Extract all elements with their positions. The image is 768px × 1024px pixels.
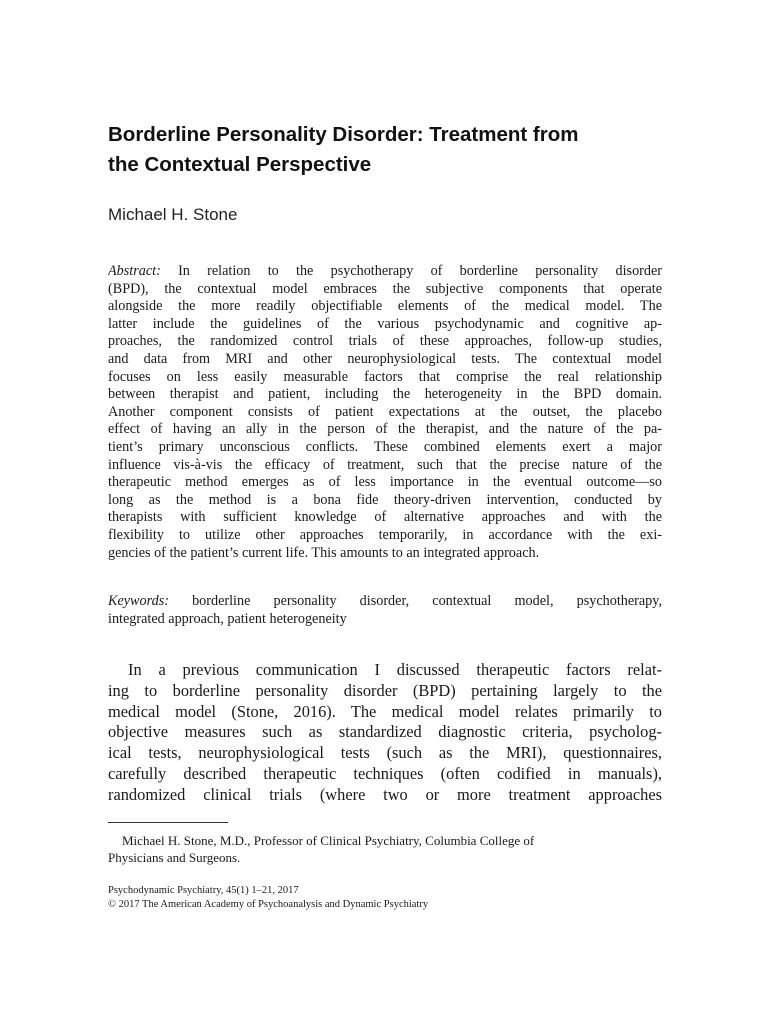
abstract-line: proaches, the randomized control trials of these approaches, follow-up studies, (108, 333, 662, 350)
body-line: randomized clinical trials (where two or more treatment approaches (108, 784, 662, 804)
abstract-line: long as the method is a bona fide theory-driven intervention, conducted by (108, 491, 662, 508)
abstract-line: Abstract: In relation to the psychotherapy of borderline personality disorder (108, 263, 662, 279)
body-line: In a previous communication I discussed therapeutic factors relat- (128, 660, 662, 679)
abstract-line: Another component consists of patient expectations at the outset, the placebo (108, 403, 662, 420)
title-line: Borderline Personality Disorder: Treatment from (108, 123, 579, 146)
keywords-line: Keywords: borderline personality disorder, contextual model, psychotherapy, (108, 593, 662, 609)
body-line: ing to borderline personality disorder (BPD) pertaining largely to the (108, 680, 662, 700)
keywords-line: integrated approach, patient heterogeneity (108, 610, 347, 627)
journal-info (108, 884, 662, 911)
journal-citation: Psychodynamic Psychiatry, 45(1) 1–21, 2017 (108, 885, 299, 896)
abstract (108, 263, 662, 562)
abstract-line: latter include the guidelines of the various psychodynamic and cognitive ap- (108, 315, 662, 332)
author-footnote (108, 832, 662, 866)
article-title (108, 120, 662, 180)
body-line: objective measures such as standardized diagnostic criteria, psycholog- (108, 722, 662, 742)
abstract-line: between therapist and patient, including the heterogeneity in the BPD domain. (108, 386, 662, 403)
abstract-line: effect of having an ally in the person of the therapist, and the nature of the pa- (108, 421, 662, 438)
abstract-line: therapists with sufficient knowledge of alternative approaches and with the (108, 509, 662, 526)
keywords (108, 593, 662, 628)
keywords-label: Keywords: (108, 593, 169, 609)
author-name: Michael H. Stone (108, 205, 238, 224)
footnote-divider (108, 822, 228, 823)
body-paragraph (108, 660, 662, 806)
title-line: the Contextual Perspective (108, 153, 372, 176)
abstract-line: alongside the more readily objectifiable elements of the medical model. The (108, 298, 662, 315)
abstract-line: flexibility to utilize other approaches temporarily, in accordance with the exi- (108, 526, 662, 543)
abstract-line: (BPD), the contextual model embraces the subjective components that operate (108, 280, 662, 297)
footnote-line: Physicians and Surgeons. (108, 850, 241, 865)
body-line: medical model (Stone, 2016). The medical model relates primarily to (108, 701, 662, 721)
journal-copyright: © 2017 The American Academy of Psychoanalysis and Dynamic Psychiatry (108, 898, 429, 910)
body-line: ical tests, neurophysiological tests (such as the MRI), questionnaires, (108, 743, 662, 763)
article-page (108, 0, 662, 1024)
body-line: carefully described therapeutic techniques (often codified in manuals), (108, 763, 662, 783)
abstract-line: gencies of the patient’s current life. This amounts to an integrated approach. (108, 544, 540, 561)
abstract-line: and data from MRI and other neurophysiological tests. The contextual model (108, 350, 662, 367)
abstract-line: tient’s primary unconscious conflicts. These combined elements exert a major (108, 438, 662, 455)
abstract-line: therapeutic method emerges as of less importance in the eventual outcome—so (108, 474, 662, 491)
abstract-label: Abstract: (108, 263, 161, 279)
abstract-line: focuses on less easily measurable factors that comprise the real relationship (108, 368, 662, 385)
abstract-line: influence vis-à-vis the efficacy of treatment, such that the precise nature of the (108, 456, 662, 473)
footnote-line: Michael H. Stone, M.D., Professor of Clinical Psychiatry, Columbia College of (122, 833, 535, 848)
